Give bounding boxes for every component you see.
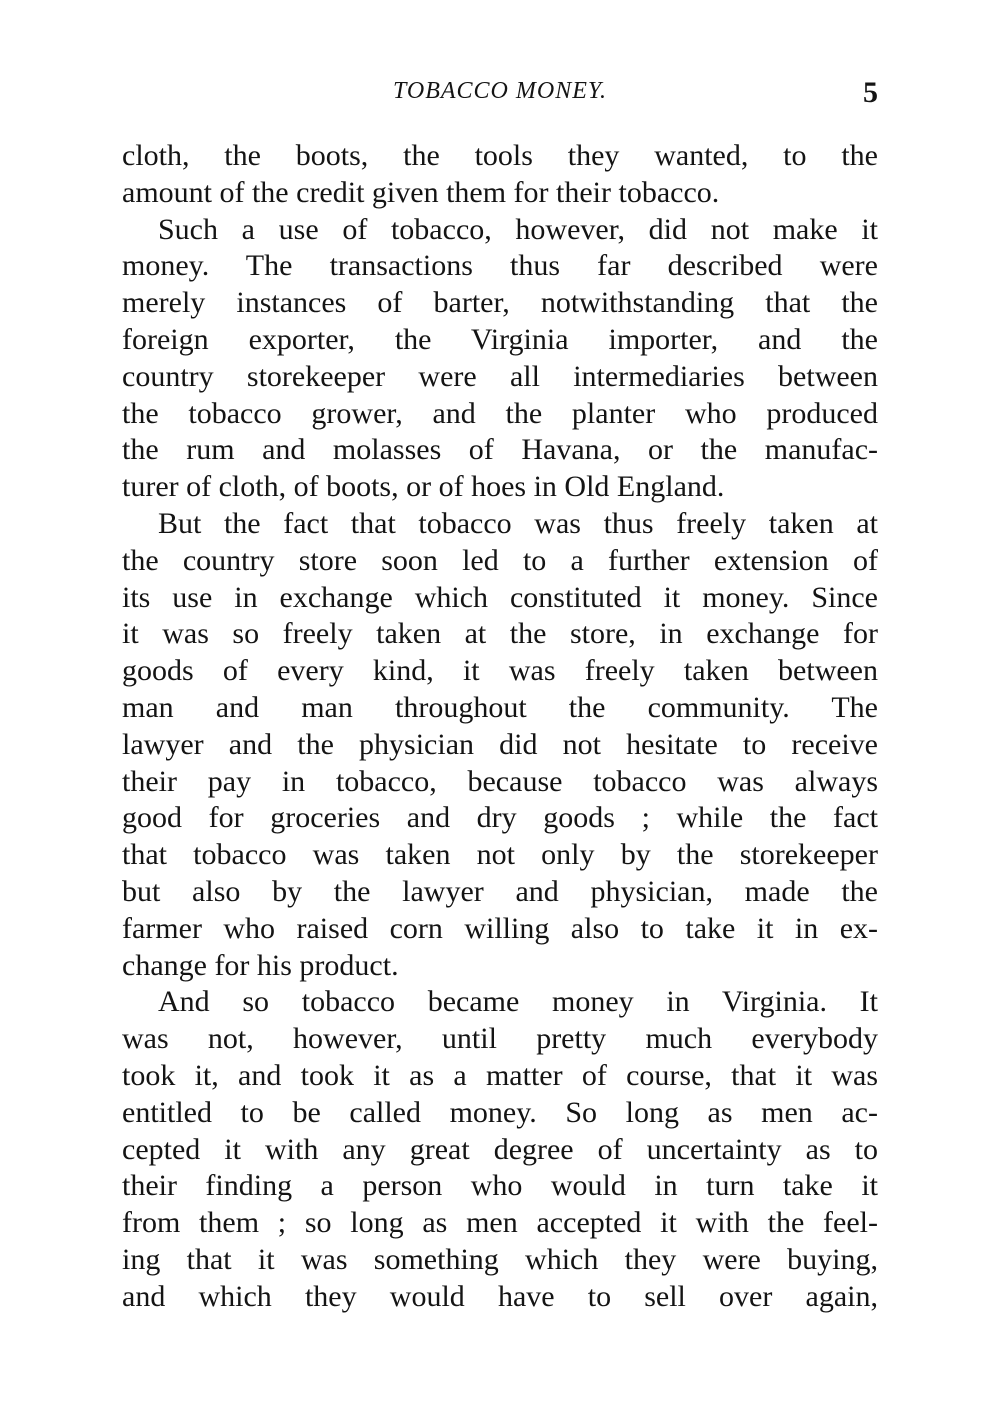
text-line: farmer who raised corn willing also to take it in ex-: [122, 911, 878, 945]
text-line: amount of the credit given them for their tobacco.: [122, 175, 720, 209]
text-line: it was so freely taken at the store, in exchange for: [122, 617, 878, 651]
text-line: lawyer and the physician did not hesitate to receive: [122, 727, 878, 761]
text-line: foreign exporter, the Virginia importer, and the: [122, 322, 878, 356]
body-text: [122, 138, 878, 1316]
text-line: cepted it with any great degree of uncertainty as to: [122, 1132, 878, 1166]
text-line: cloth, the boots, the tools they wanted, to the: [122, 139, 878, 172]
text-line: merely instances of barter, notwithstanding that the: [122, 286, 878, 320]
text-line: and which they would have to sell over again,: [122, 1279, 878, 1313]
text-line: the tobacco grower, and the planter who produced: [122, 396, 878, 430]
text-line: turer of cloth, of boots, or of hoes in Old England.: [122, 470, 725, 504]
text-line: ing that it was something which they were buying,: [122, 1242, 878, 1276]
text-line: change for his product.: [122, 948, 399, 982]
text-line: was not, however, until pretty much everybody: [122, 1022, 878, 1056]
text-line: Such a use of tobacco, however, did not make it: [158, 212, 878, 246]
text-line: the country store soon led to a further extension of: [122, 543, 878, 577]
text-line: their finding a person who would in turn take it: [122, 1169, 878, 1203]
text-line: from them ; so long as men accepted it with the feel-: [122, 1206, 878, 1240]
text-line: country storekeeper were all intermediaries between: [122, 359, 878, 393]
text-line: the rum and molasses of Havana, or the manufac-: [122, 433, 878, 467]
text-line: took it, and took it as a matter of course, that it was: [122, 1058, 878, 1092]
running-head: [122, 78, 878, 118]
text-line: that tobacco was taken not only by the storekeeper: [122, 838, 878, 872]
text-line: entitled to be called money. So long as men ac-: [122, 1095, 878, 1129]
text-line: their pay in tobacco, because tobacco was always: [122, 764, 878, 798]
text-line: but also by the lawyer and physician, made the: [122, 874, 878, 908]
text-line: goods of every kind, it was freely taken between: [122, 654, 878, 688]
page-number: 5: [863, 76, 878, 109]
text-line: its use in exchange which constituted it money. Since: [122, 580, 878, 614]
text-line: money. The transactions thus far described were: [122, 249, 878, 283]
text-line: good for groceries and dry goods ; while the fact: [122, 801, 878, 835]
text-line: But the fact that tobacco was thus freely taken at: [158, 506, 878, 540]
text-line: man and man throughout the community. The: [122, 690, 878, 724]
running-title: TOBACCO MONEY.: [392, 78, 608, 104]
text-line: And so tobacco became money in Virginia. It: [158, 985, 878, 1019]
